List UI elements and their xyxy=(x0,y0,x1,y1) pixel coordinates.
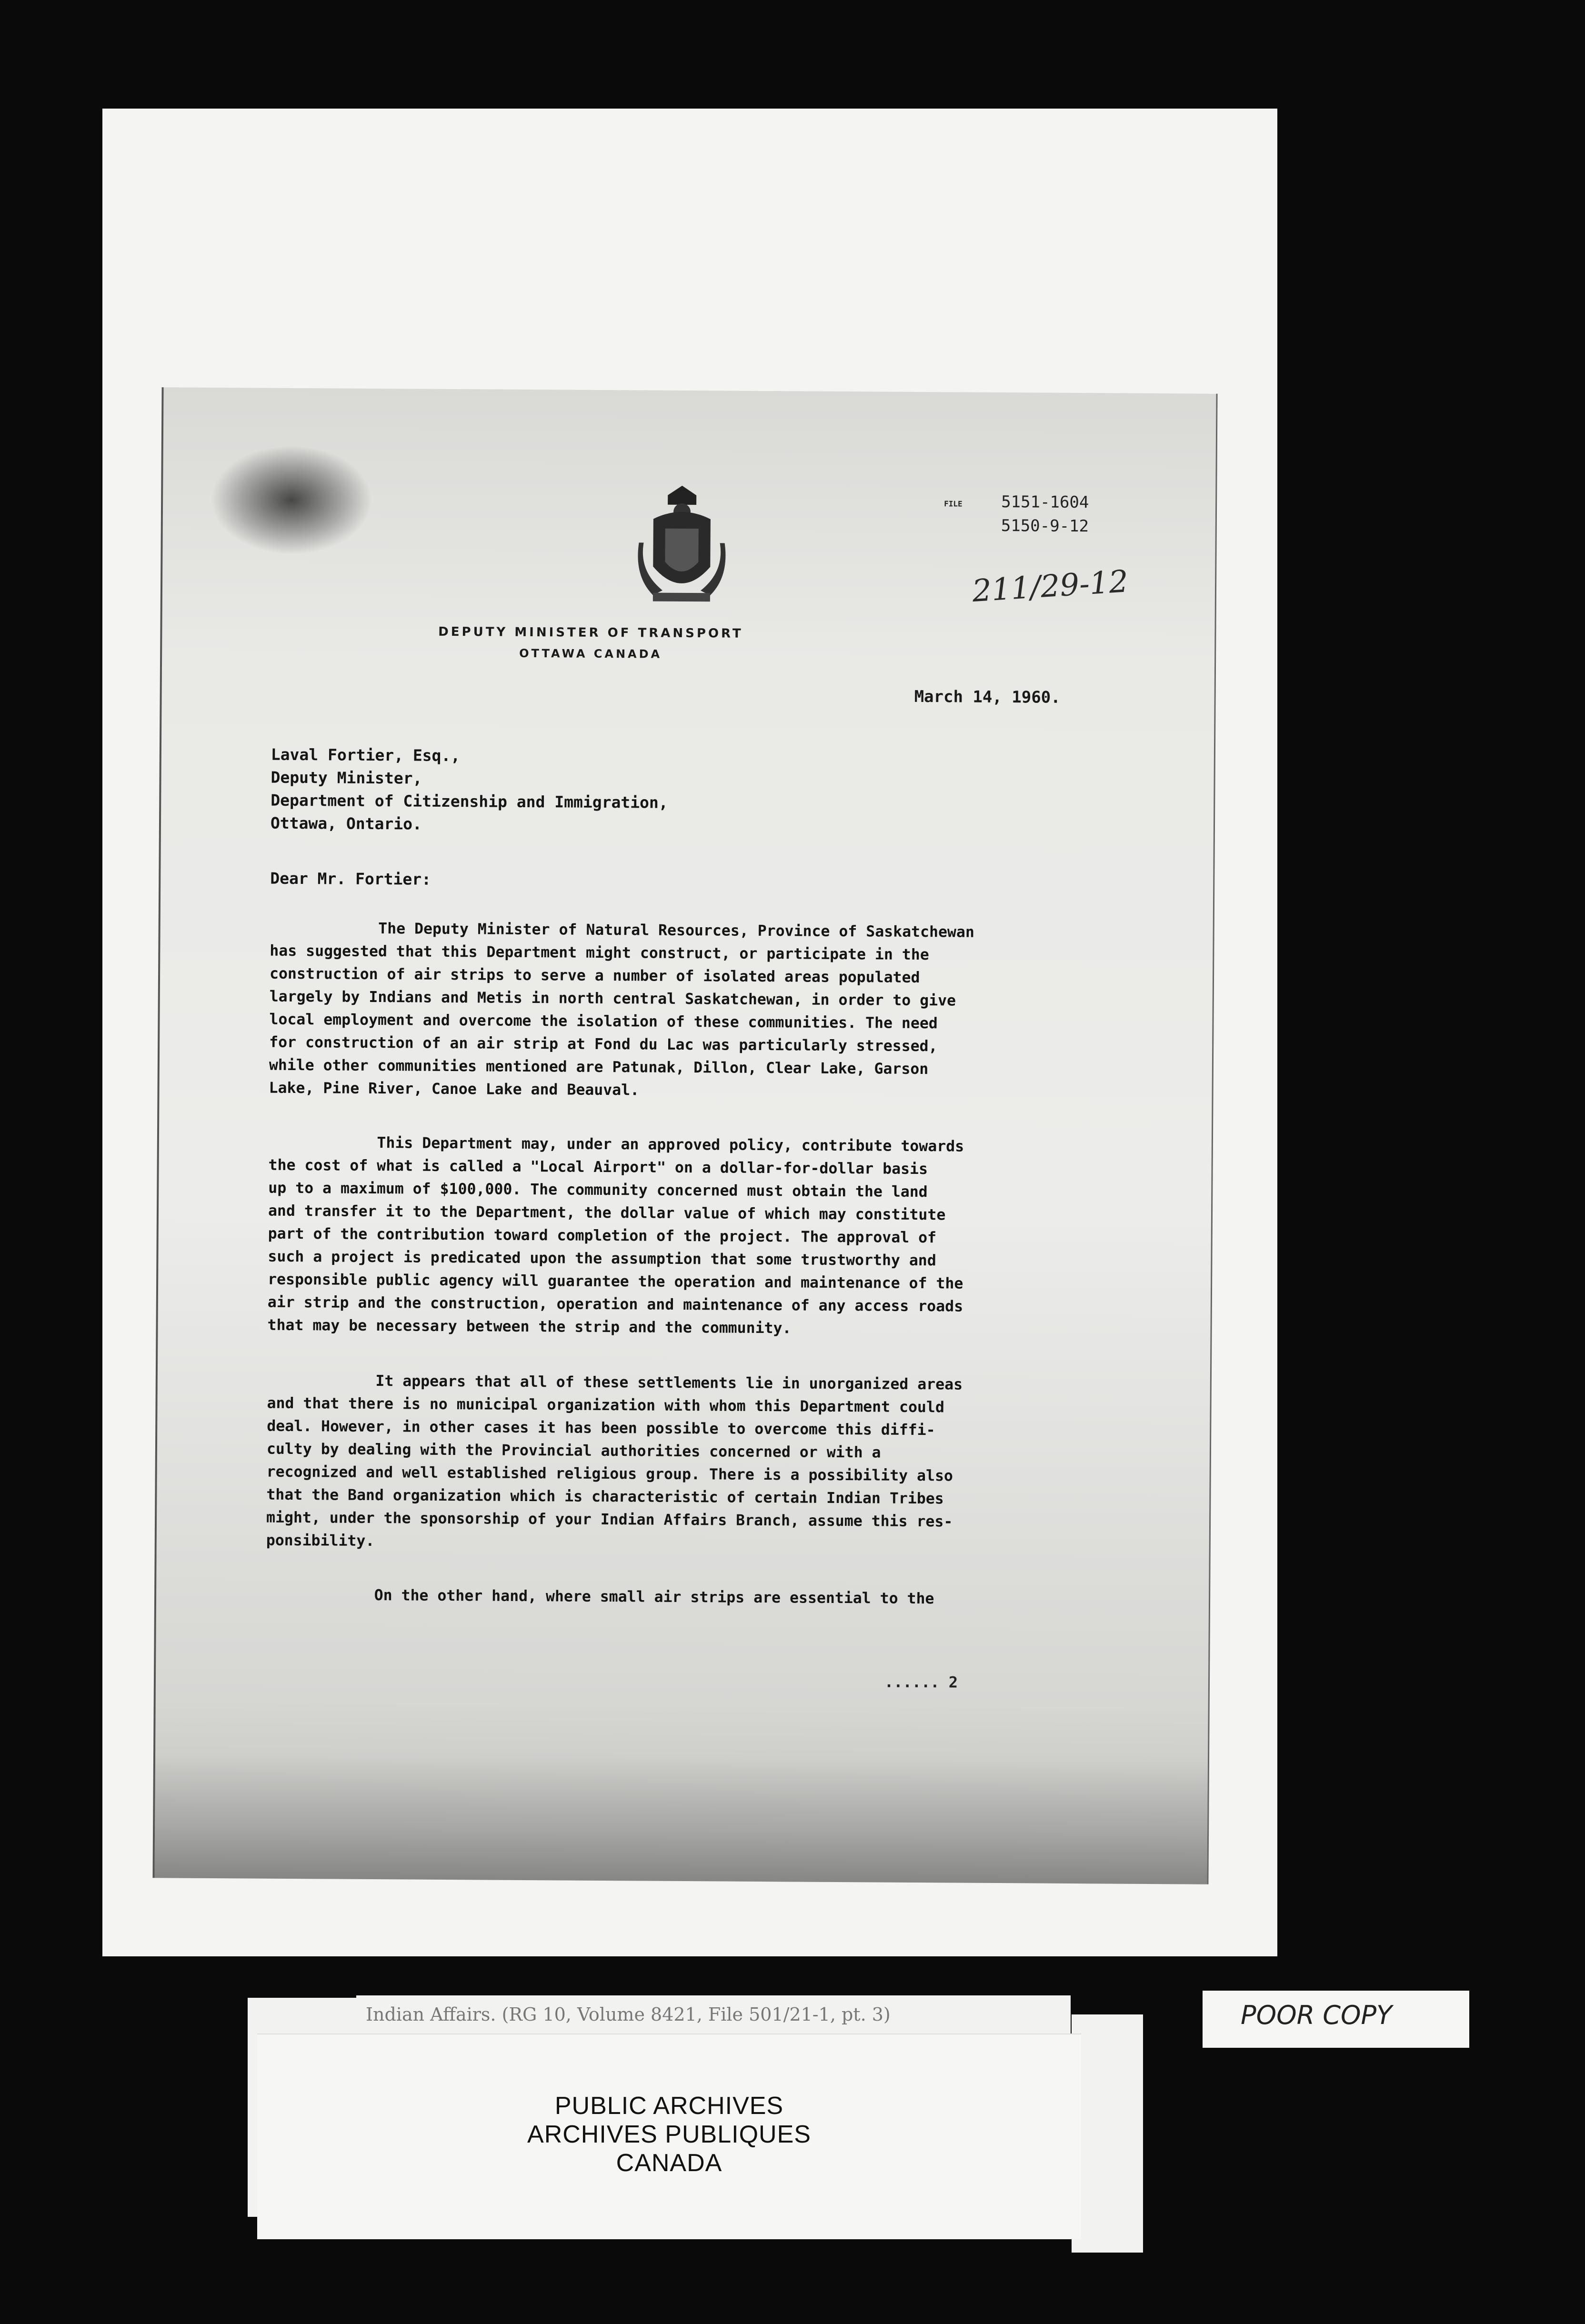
handwritten-file-number: 211/29-12 xyxy=(971,564,1130,610)
paragraph-4 xyxy=(266,1583,1147,1612)
archive-stamp-line: ARCHIVES PUBLIQUES xyxy=(527,2121,811,2148)
text-line: deal. However, in other cases it has been possible to overcome this diffi- xyxy=(267,1417,935,1439)
text-line: for construction of an air strip at Fond du Lac was particularly stressed, xyxy=(269,1033,938,1055)
paragraph-3 xyxy=(266,1369,1148,1557)
page-wear xyxy=(154,1754,1208,1884)
archive-label xyxy=(257,2034,1081,2239)
text-line: On the other hand, where small air strips are essential to the xyxy=(265,1586,934,1608)
text-line: local employment and overcome the isolation of these communities. The need xyxy=(269,1011,938,1032)
text-line: air strip and the construction, operation and maintenance of any access roads xyxy=(267,1293,963,1315)
letterhead-city: OTTAWA CANADA xyxy=(519,646,662,661)
addressee-line: Department of Citizenship and Immigration, xyxy=(271,791,668,812)
archive-stamp-line: CANADA xyxy=(616,2149,722,2177)
file-number-secondary: 5150-9-12 xyxy=(1001,516,1089,536)
text-line: This Department may, under an approved policy, contribute towards xyxy=(268,1133,964,1155)
text-line: the cost of what is called a "Local Airport" on a dollar-for-dollar basis xyxy=(268,1156,928,1178)
text-line: culty by dealing with the Provincial authorities concerned or with a xyxy=(266,1440,881,1462)
poor-copy-note: POOR COPY xyxy=(1241,2000,1393,2030)
addressee-line: Ottawa, Ontario. xyxy=(270,813,422,833)
text-line: might, under the sponsorship of your Indian Affairs Branch, assume this res- xyxy=(266,1509,953,1531)
poor-copy-tag xyxy=(1203,1991,1469,2048)
ink-smudge xyxy=(210,445,372,555)
text-line: ponsibility. xyxy=(266,1532,375,1550)
letter-date: March 14, 1960. xyxy=(914,687,1061,707)
text-line: largely by Indians and Metis in north central Saskatchewan, in order to give xyxy=(269,988,956,1010)
text-line: such a project is predicated upon the assumption that some trustworthy and xyxy=(268,1248,936,1270)
addressee-line: Laval Fortier, Esq., xyxy=(271,745,461,765)
paragraph-1 xyxy=(269,917,1151,1105)
paragraph-2 xyxy=(267,1131,1150,1342)
text-line: responsible public agency will guarantee the operation and maintenance of the xyxy=(268,1271,963,1292)
text-line: The Deputy Minister of Natural Resources, Province of Saskatchewan xyxy=(270,919,974,941)
text-line: Lake, Pine River, Canoe Lake and Beauval. xyxy=(269,1079,640,1099)
text-line: recognized and well established religious group. There is a possibility also xyxy=(266,1463,953,1485)
letterhead-department: DEPUTY MINISTER OF TRANSPORT xyxy=(438,624,743,641)
text-line: part of the contribution toward completion of the project. The approval of xyxy=(268,1225,937,1247)
file-number-primary: 5151-1604 xyxy=(1001,492,1089,512)
text-line: that may be necessary between the strip and the community. xyxy=(267,1316,792,1337)
text-line: and that there is no municipal organization with whom this Department could xyxy=(267,1394,944,1416)
archive-stamp-line: PUBLIC ARCHIVES xyxy=(554,2092,784,2120)
text-line: has suggested that this Department might construct, or participate in the xyxy=(270,942,929,964)
text-line: while other communities mentioned are Patunak, Dillon, Clear Lake, Garson xyxy=(269,1056,929,1078)
file-label: FILE xyxy=(944,499,963,509)
text-line: that the Band organization which is characteristic of certain Indian Tribes xyxy=(266,1486,944,1508)
archive-reference-strip xyxy=(356,1995,1071,2034)
archive-reference: Indian Affairs. (RG 10, Volume 8421, File 501/21-1, pt. 3) xyxy=(366,2004,891,2025)
coat-of-arms-icon xyxy=(634,485,730,610)
letter-page xyxy=(152,387,1217,1884)
text-line: It appears that all of these settlements lie in unorganized areas xyxy=(267,1372,963,1393)
addressee-line: Deputy Minister, xyxy=(271,768,422,788)
text-line: construction of air strips to serve a number of isolated areas populated xyxy=(269,965,920,987)
label-tab-right xyxy=(1072,2014,1143,2253)
text-line: and transfer it to the Department, the dollar value of which may constitute xyxy=(268,1202,946,1224)
text-line: up to a maximum of $100,000. The community concerned must obtain the land xyxy=(268,1179,928,1201)
salutation: Dear Mr. Fortier: xyxy=(270,869,431,889)
page-continuation: ...... 2 xyxy=(884,1673,958,1692)
